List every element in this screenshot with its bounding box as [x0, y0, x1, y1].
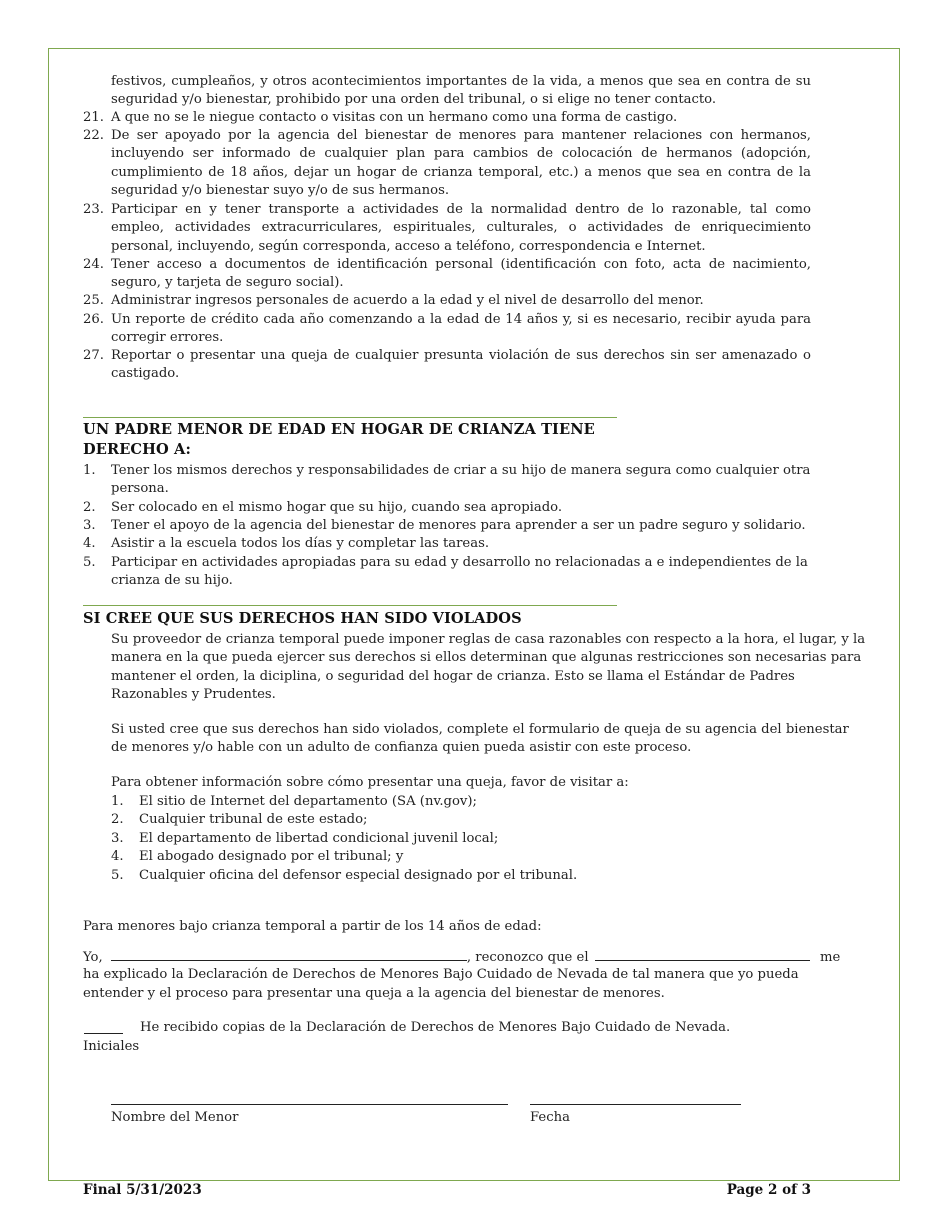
list-item — [83, 292, 811, 310]
list-item-number: 27. — [83, 348, 104, 363]
heading-line: DERECHO A: — [83, 441, 191, 458]
footer-version: Final 5/31/2023 — [83, 1182, 202, 1198]
list-item — [83, 256, 811, 293]
list-item-number: 1. — [111, 794, 124, 809]
list-item-text: De ser apoyado por la agencia del bienestar de menores para mantener relaciones con hermanos, incluyendo ser informado de cualquier plan para cambios de colocación de hermanos (adopción, cumplimiento de 18 años, dejar un hogar de crianza temporal, etc.) a menos que sea en contra de la seguridad y/o bienestar suyo y/o de sus hermanos. — [111, 128, 811, 198]
list-item-number: 4. — [111, 849, 124, 864]
list-item — [83, 127, 811, 200]
page-of: of — [777, 1182, 802, 1198]
list-item — [83, 347, 811, 384]
section-divider — [83, 417, 617, 418]
list-item-number: 23. — [83, 202, 104, 217]
list-item-number: 3. — [83, 518, 96, 533]
list-item-text: Un reporte de crédito cada año comenzando a la edad de 14 años y, si es necesario, recibir ayuda para corregir errores. — [111, 312, 811, 346]
list-item — [111, 848, 811, 866]
acknowledgement-intro: Para menores bajo crianza temporal a partir de los 14 años de edad: — [83, 919, 542, 934]
list-item-number: 2. — [83, 500, 96, 515]
list-item-text: Tener el apoyo de la agencia del bienestar de menores para aprender a ser un padre seguro y solidario. — [111, 518, 806, 533]
list-item — [111, 830, 811, 848]
page-total: 3 — [801, 1182, 811, 1198]
me-label: me — [819, 950, 841, 965]
page-prefix: Page — [726, 1182, 768, 1198]
list-item-number: 22. — [83, 128, 104, 143]
list-item-text: Asistir a la escuela todos los días y completar las tareas. — [111, 536, 490, 551]
youth-name-label: Nombre del Menor — [111, 1110, 239, 1125]
list-item-number: 2. — [111, 812, 124, 827]
list-item-text: Participar en y tener transporte a actividades de la normalidad dentro de lo razonable, tal como empleo, actividades extracurriculares, espirituales, culturales, o actividades de enriquecimiento personal, incluyendo, según corresponda, acceso a teléfono, correspondencia e Internet. — [111, 202, 811, 254]
date-signature-line[interactable] — [530, 1104, 741, 1105]
footer-page-number — [727, 1182, 811, 1198]
initials-field[interactable] — [84, 1033, 123, 1034]
list-item — [83, 109, 811, 127]
list-item-text: Cualquier oficina del defensor especial designado por el tribunal. — [139, 868, 578, 883]
list-item — [83, 554, 811, 591]
list-item-text: Administrar ingresos personales de acuerdo a la edad y el nivel de desarrollo del menor. — [111, 293, 704, 308]
reconozco-label: , reconozco que el — [466, 950, 589, 965]
list-item-text: Participar en actividades apropiadas para su edad y desarrollo no relacionadas a e independientes de la crianza de su hijo. — [111, 555, 808, 589]
acknowledgement-statement-line2: ha explicado la Declaración de Derechos de Menores Bajo Cuidado de Nevada de tal manera que yo pueda — [83, 967, 799, 982]
youth-name-field[interactable] — [111, 948, 467, 961]
list-item-number: 5. — [111, 868, 124, 883]
list-item-text: El sitio de Internet del departamento (SA (nv.gov); — [139, 794, 477, 809]
caseworker-name-field[interactable] — [595, 948, 810, 961]
paragraph-complaint: Si usted cree que sus derechos han sido violados, complete el formulario de queja de su agencia del bienestar de menores y/o hable con un adulto de confianza quien pueda asistir con este proceso. — [111, 722, 849, 756]
list-item-number: 25. — [83, 293, 104, 308]
list-item — [83, 517, 811, 535]
section-heading-violated: SI CREE QUE SUS DERECHOS HAN SIDO VIOLADOS — [83, 610, 522, 627]
list-item-text: Tener acceso a documentos de identificación personal (identificación con foto, acta de nacimiento, seguro, y tarjeta de seguro social). — [111, 257, 811, 291]
paragraph-reasonable-standard: Su proveedor de crianza temporal puede imponer reglas de casa razonables con respecto a la hora, el lugar, y la manera en la que pueda ejercer sus derechos si ellos determinan que algunas restricciones son necesarias para mantener el orden, la diciplina, o seguridad del hogar de crianza. Esto se llama el Estándar de Padres Razonables y Prudentes. — [111, 632, 866, 702]
yo-label: Yo, — [83, 950, 103, 965]
paragraph-info: Para obtener información sobre cómo presentar una queja, favor de visitar a: — [111, 775, 629, 790]
list-item-text: El departamento de libertad condicional juvenil local; — [139, 831, 499, 846]
initials-label: Iniciales — [83, 1039, 140, 1054]
page-current: 2 — [767, 1182, 778, 1198]
received-copies-text: He recibido copias de la Declaración de Derechos de Menores Bajo Cuidado de Nevada. — [140, 1020, 731, 1035]
list-item-number: 1. — [83, 463, 96, 478]
list-item-number: 4. — [83, 536, 96, 551]
list-item — [83, 311, 811, 348]
list-item-text: Tener los mismos derechos y responsabilidades de criar a su hijo de manera segura como cualquier otra persona. — [111, 463, 811, 497]
list-item-text: Reportar o presentar una queja de cualquier presunta violación de sus derechos sin ser amenazado o castigado. — [111, 348, 811, 382]
heading-line: UN PADRE MENOR DE EDAD EN HOGAR DE CRIANZA TIENE — [83, 421, 595, 438]
list-item-number: 5. — [83, 555, 96, 570]
list-item-text: Cualquier tribunal de este estado; — [139, 812, 368, 827]
list-item — [111, 867, 811, 885]
list-item — [83, 201, 811, 256]
acknowledgement-statement-line1 — [83, 948, 853, 967]
list-item-number: 24. — [83, 257, 104, 272]
acknowledgement-statement-line3: entender y el proceso para presentar una queja a la agencia del bienestar de menores. — [83, 986, 665, 1001]
list-item — [111, 793, 811, 811]
section-divider — [83, 605, 617, 606]
list-item — [83, 462, 811, 499]
date-label: Fecha — [530, 1110, 570, 1125]
list-item-number: 21. — [83, 110, 104, 125]
list-item-number: 26. — [83, 312, 104, 327]
list-item-text: Ser colocado en el mismo hogar que su hijo, cuando sea apropiado. — [111, 500, 563, 515]
list-item — [83, 499, 811, 517]
youth-signature-line[interactable] — [111, 1104, 508, 1105]
list-item-text: El abogado designado por el tribunal; y — [139, 849, 404, 864]
list-item — [83, 535, 811, 553]
list-item — [111, 811, 811, 829]
list-item-text: A que no se le niegue contacto o visitas con un hermano como una forma de castigo. — [111, 110, 678, 125]
list-item-number: 3. — [111, 831, 124, 846]
continuation-paragraph: festivos, cumpleaños, y otros acontecimientos importantes de la vida, a menos que sea en contra de su seguridad y/o bienestar, prohibido por una orden del tribunal, o si elige no tener contacto. — [111, 74, 811, 108]
section-heading-parent — [83, 420, 595, 460]
